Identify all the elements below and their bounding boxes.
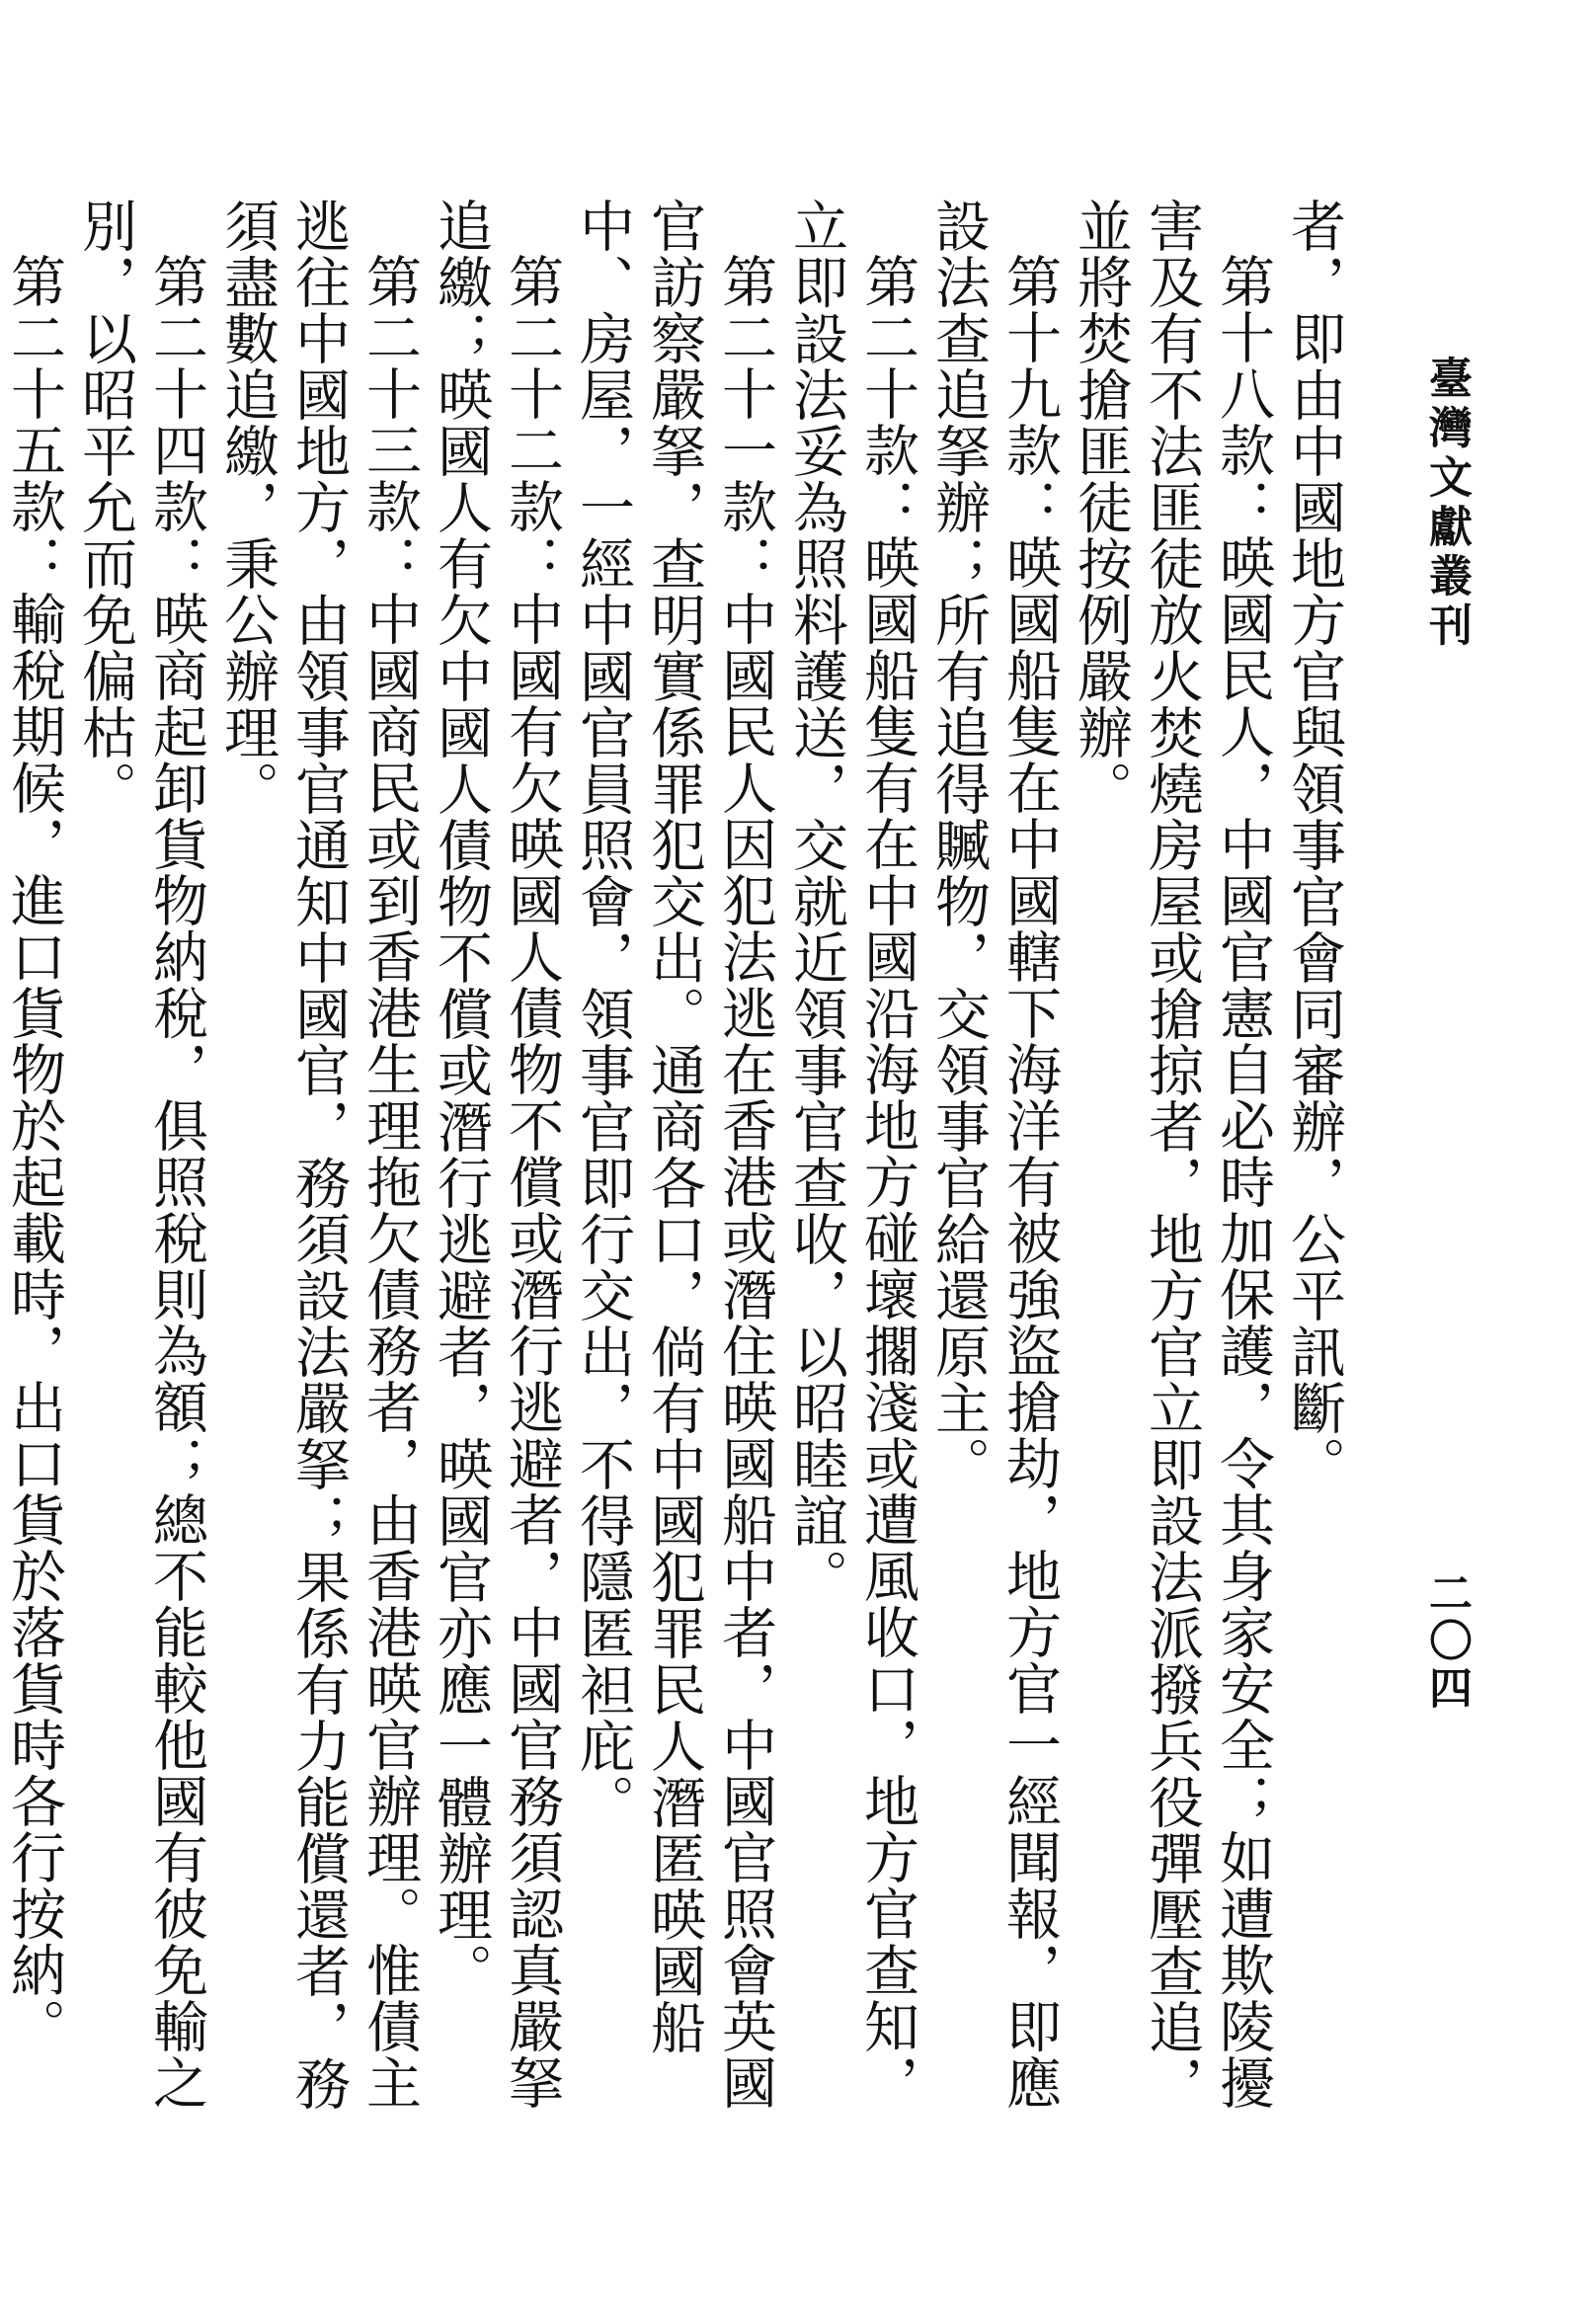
paragraph-article-25: 第二十五款：輸稅期候，進口貨物於起載時，出口貨於落貨時各行按納。: [2, 253, 66, 2054]
paragraph-continuation: 者，即由中國地方官與領事官會同審辦，公平訊斷。: [1282, 198, 1346, 1492]
paragraph-article-24: 第二十四款：暎商起卸貨物納稅，俱照稅則為額；總不能較他國有彼免輸之別，以昭平允而免偏枯。: [73, 198, 208, 2111]
paragraph-article-20: 第二十款：暎國船隻有在中國沿海地方碰壞擱淺或遭風收口，地方官查知，立即設法妥為照料護送，交就近領事官查收，以昭睦誼。: [784, 198, 919, 2111]
paragraph-article-18: 第十八款：暎國民人，中國官憲自必時加保護，令其身家安全；如遭欺陵擾害及有不法匪徒放火焚燒房屋或搶掠者，地方官立即設法派撥兵役彈壓查追，並將焚搶匪徒按例嚴辦。: [1069, 198, 1275, 2112]
paragraph-article-22: 第二十二款：中國有欠暎國人債物不償或潛行逃避者，中國官務須認真嚴拏追繳；暎國人有欠中國人債物不償或潛行逃避者，暎國官亦應一體辦理。: [429, 198, 564, 2111]
body-text: [2, 198, 1349, 2124]
running-title: 臺灣文獻叢刊: [1421, 356, 1472, 652]
page-number: 二〇四: [1421, 1570, 1472, 1713]
paragraph-article-21: 第二十一款：中國民人因犯法逃在香港或潛住暎國船中者，中國官照會英國官訪察嚴拏，查明實係罪犯交出。通商各口，倘有中國犯罪民人潛匿暎國船中、房屋，一經中國官員照會，領事官即行交出，不得隱匿袒庇。: [571, 198, 777, 2111]
paragraph-article-23: 第二十三款：中國商民或到香港生理拖欠債務者，由香港暎官辦理。惟債主逃往中國地方，由領事官通知中國官，務須設法嚴拏；果係有力能償還者，務須盡數追繳，秉公辦理。: [215, 198, 422, 2112]
paragraph-article-19: 第十九款：暎國船隻在中國轄下海洋有被強盜搶劫，地方官一經聞報，即應設法查追拏辦；所有追得贓物，交領事官給還原主。: [926, 198, 1062, 2111]
